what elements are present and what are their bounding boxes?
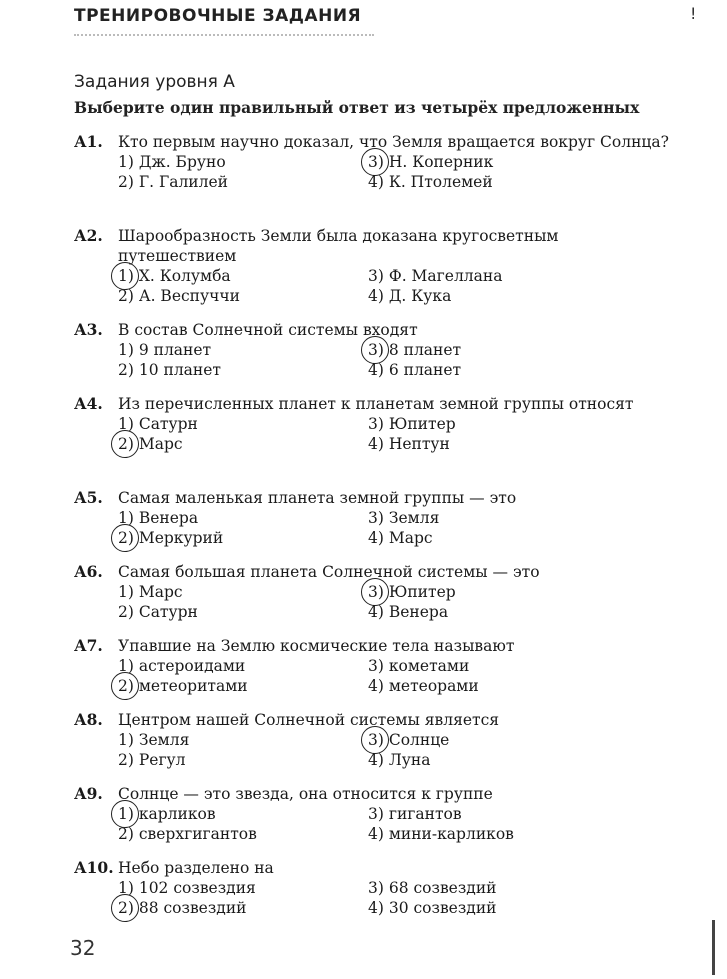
option-1: 1) Сатурн bbox=[118, 415, 198, 433]
option-3: 3) Юпитер bbox=[368, 582, 618, 602]
corner-mark: ! bbox=[690, 4, 697, 23]
option-4: 4) метеорами bbox=[368, 677, 479, 695]
task-question: Кто первым научно доказал, что Земля вращается вокруг Солнца? bbox=[118, 133, 669, 151]
option-1: 1) Х. Колумба bbox=[118, 266, 368, 286]
option-3: 3) Солнце bbox=[368, 730, 618, 750]
task-a4 bbox=[74, 394, 674, 454]
title-underline-decoration bbox=[74, 34, 374, 40]
task-number: А4. bbox=[74, 394, 103, 413]
task-question: Центром нашей Солнечной системы является bbox=[118, 711, 500, 729]
option-3: 3) Н. Коперник bbox=[368, 152, 618, 172]
task-question: Шарообразность Земли была доказана кругосветным путешествием bbox=[118, 227, 559, 265]
option-4: 4) 30 созвездий bbox=[368, 899, 497, 917]
task-question: Самая большая планета Солнечной системы — это bbox=[118, 563, 540, 581]
task-number: А2. bbox=[74, 226, 103, 245]
option-2: 2) Меркурий bbox=[118, 528, 368, 548]
task-a8 bbox=[74, 710, 674, 770]
task-number: А7. bbox=[74, 636, 103, 655]
task-a6 bbox=[74, 562, 674, 622]
instruction-text: Выберите один правильный ответ из четырёх предложенных bbox=[74, 98, 640, 117]
option-3: 3) 68 созвездий bbox=[368, 879, 497, 897]
task-a9 bbox=[74, 784, 674, 844]
option-3: 3) Ф. Магеллана bbox=[368, 267, 503, 285]
option-1: 1) карликов bbox=[118, 804, 368, 824]
task-a7 bbox=[74, 636, 674, 696]
option-2: 2) Сатурн bbox=[118, 603, 198, 621]
page-edge-shadow bbox=[712, 920, 715, 975]
option-4: 4) Луна bbox=[368, 751, 431, 769]
option-1: 1) астероидами bbox=[118, 657, 246, 675]
task-number: А10. bbox=[74, 858, 114, 877]
option-1: 1) 102 созвездия bbox=[118, 879, 256, 897]
task-a1 bbox=[74, 132, 674, 192]
option-2: 2) 88 созвездий bbox=[118, 898, 368, 918]
option-2: 2) Регул bbox=[118, 751, 186, 769]
task-question: В состав Солнечной системы входят bbox=[118, 321, 418, 339]
option-3: 3) гигантов bbox=[368, 805, 462, 823]
task-number: А1. bbox=[74, 132, 103, 151]
option-4: 4) мини-карликов bbox=[368, 825, 514, 843]
option-4: 4) Марс bbox=[368, 529, 433, 547]
level-heading: Задания уровня А bbox=[74, 72, 235, 92]
task-question: Самая маленькая планета земной группы — это bbox=[118, 489, 517, 507]
option-1: 1) 9 планет bbox=[118, 341, 212, 359]
option-1: 1) Земля bbox=[118, 731, 190, 749]
option-2: 2) Марс bbox=[118, 434, 368, 454]
option-3: 3) Юпитер bbox=[368, 415, 456, 433]
task-number: А6. bbox=[74, 562, 103, 581]
task-number: А5. bbox=[74, 488, 103, 507]
option-2: 2) сверхгигантов bbox=[118, 825, 257, 843]
task-number: А3. bbox=[74, 320, 103, 339]
option-3: 3) 8 планет bbox=[368, 340, 618, 360]
option-1: 1) Дж. Бруно bbox=[118, 153, 226, 171]
option-4: 4) Венера bbox=[368, 603, 449, 621]
section-title: ТРЕНИРОВОЧНЫЕ ЗАДАНИЯ bbox=[74, 6, 362, 26]
task-question: Упавшие на Землю космические тела называют bbox=[118, 637, 515, 655]
page-number: 32 bbox=[70, 936, 96, 960]
option-4: 4) Нептун bbox=[368, 435, 450, 453]
task-question: Из перечисленных планет к планетам земной группы относят bbox=[118, 395, 634, 413]
option-3: 3) кометами bbox=[368, 657, 470, 675]
option-2: 2) метеоритами bbox=[118, 676, 368, 696]
task-number: А9. bbox=[74, 784, 103, 803]
task-a5 bbox=[74, 488, 674, 548]
option-2: 2) А. Веспуччи bbox=[118, 287, 240, 305]
option-2: 2) Г. Галилей bbox=[118, 173, 228, 191]
task-a10 bbox=[74, 858, 674, 918]
option-3: 3) Земля bbox=[368, 509, 440, 527]
task-a3 bbox=[74, 320, 674, 380]
task-a2 bbox=[74, 226, 674, 306]
task-question: Небо разделено на bbox=[118, 859, 274, 877]
option-1: 1) Марс bbox=[118, 583, 183, 601]
option-4: 4) К. Птолемей bbox=[368, 173, 493, 191]
task-question: Солнце — это звезда, она относится к группе bbox=[118, 785, 493, 803]
option-4: 4) 6 планет bbox=[368, 361, 462, 379]
task-number: А8. bbox=[74, 710, 103, 729]
option-4: 4) Д. Кука bbox=[368, 287, 452, 305]
option-2: 2) 10 планет bbox=[118, 361, 221, 379]
option-1: 1) Венера bbox=[118, 509, 199, 527]
